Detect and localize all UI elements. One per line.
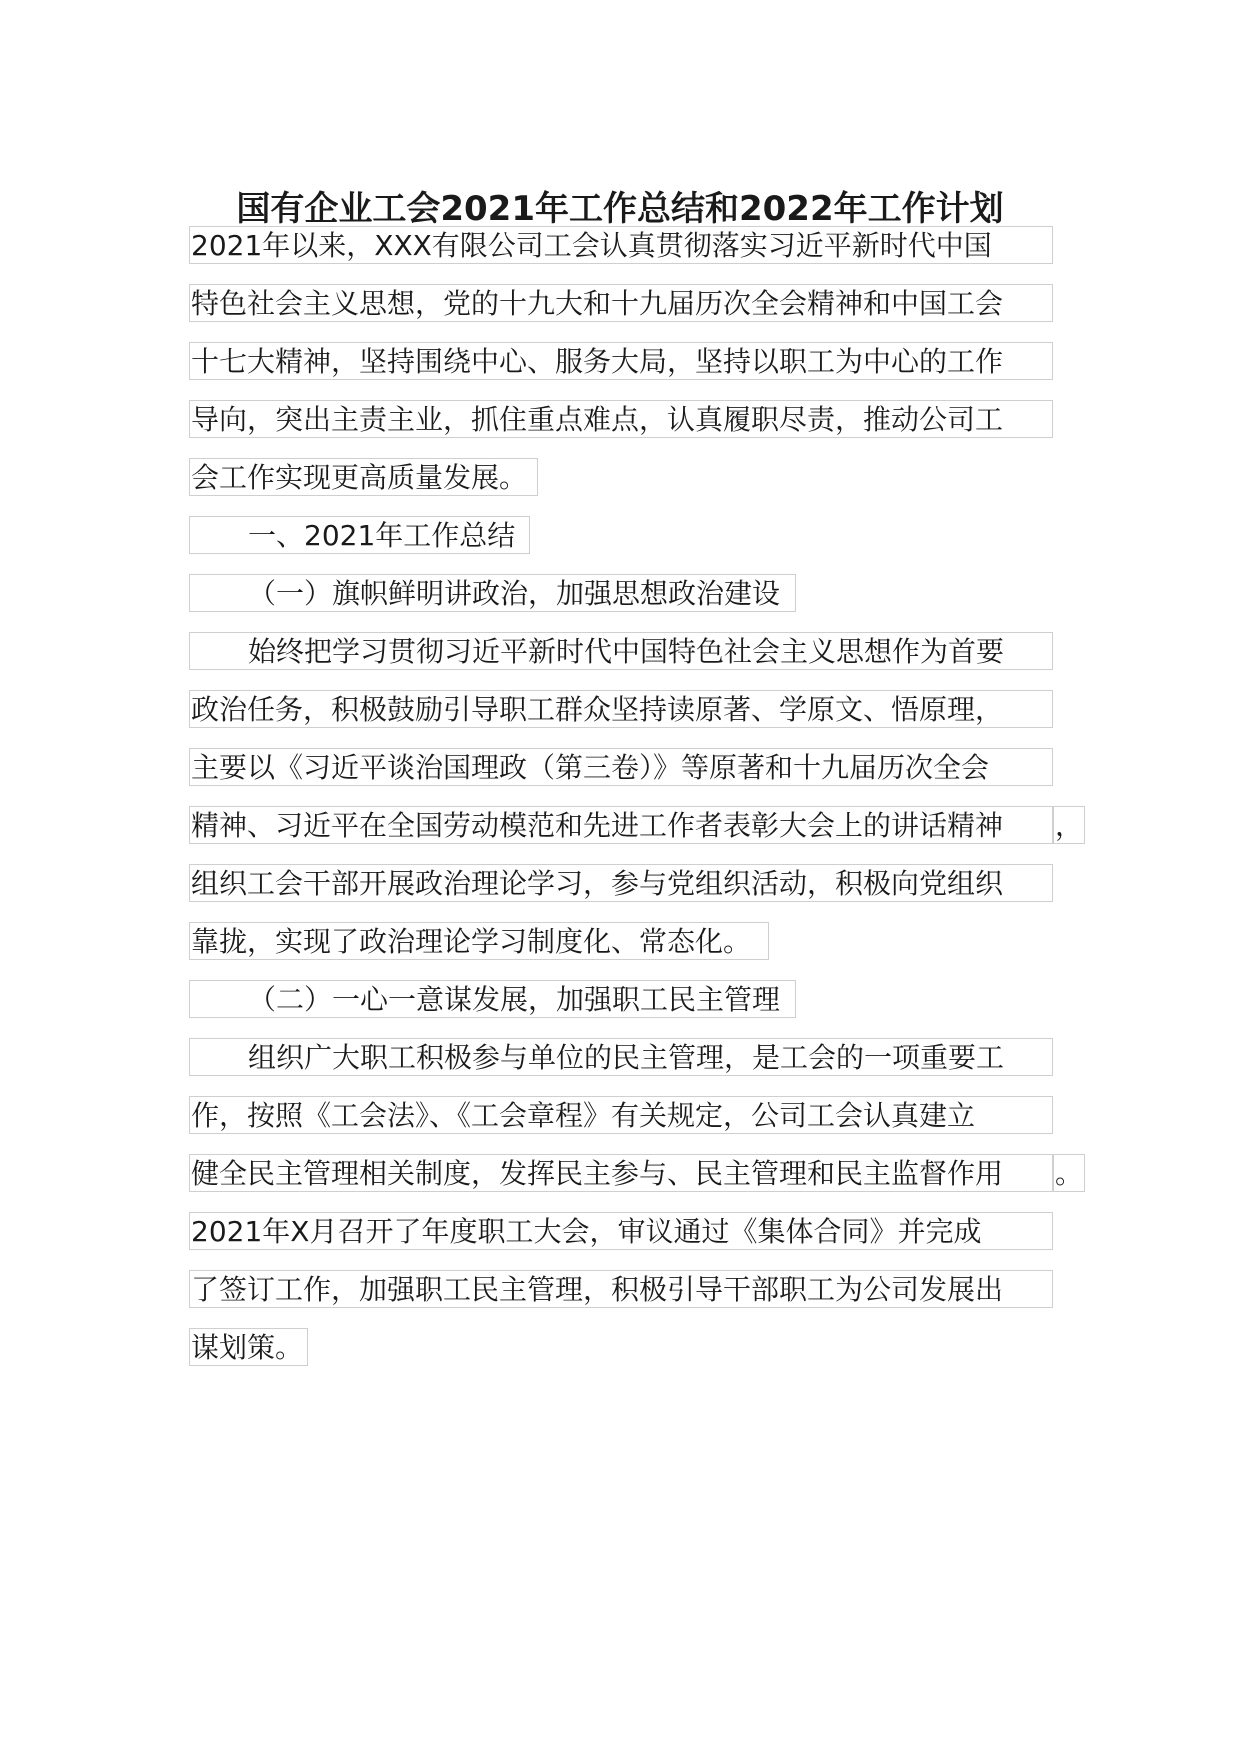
subsection-1-line-3: 主要以《习近平谈治国理政（第三卷）》等原著和十九届历次全会 [189,748,1053,786]
subsection-1-line-4: 精神、习近平在全国劳动模范和先进工作者表彰大会上的讲话精神 [189,806,1053,844]
subsection-2-line-5: 了签订工作，加强职工民主管理，积极引导干部职工为公司发展出 [189,1270,1053,1308]
subsection-1-line-6: 靠拢，实现了政治理论学习制度化、常态化。 [189,922,769,960]
subsection-1-overflow-comma: ， [1053,806,1085,844]
subsection-1-line-5: 组织工会干部开展政治理论学习，参与党组织活动，积极向党组织 [189,864,1053,902]
intro-line-4: 导向，突出主责主业，抓住重点难点，认真履职尽责，推动公司工 [189,400,1053,438]
intro-line-1: 2021年以来，XXX有限公司工会认真贯彻落实习近平新时代中国 [189,226,1053,264]
subsection-1-line-2: 政治任务，积极鼓励引导职工群众坚持读原著、学原文、悟原理， [189,690,1053,728]
section-heading: 一、2021年工作总结 [189,516,530,554]
subsection-2-line-4: 2021年X月召开了年度职工大会，审议通过《集体合同》并完成 [189,1212,1053,1250]
subsection-2-line-2: 作，按照《工会法》、《工会章程》有关规定，公司工会认真建立 [189,1096,1053,1134]
subsection-2-overflow-period: 。 [1053,1154,1085,1192]
subsection-2-line-1: 组织广大职工积极参与单位的民主管理，是工会的一项重要工 [189,1038,1053,1076]
intro-line-5: 会工作实现更高质量发展。 [189,458,538,496]
subsection-2-heading: （二）一心一意谋发展，加强职工民主管理 [189,980,796,1018]
intro-line-3: 十七大精神，坚持围绕中心、服务大局，坚持以职工为中心的工作 [189,342,1053,380]
subsection-2-line-3: 健全民主管理相关制度，发挥民主参与、民主管理和民主监督作用 [189,1154,1053,1192]
subsection-1-line-1: 始终把学习贯彻习近平新时代中国特色社会主义思想作为首要 [189,632,1053,670]
intro-line-2: 特色社会主义思想，党的十九大和十九届历次全会精神和中国工会 [189,284,1053,322]
document-title: 国有企业工会2021年工作总结和2022年工作计划 [236,189,1004,229]
subsection-2-line-6: 谋划策。 [189,1328,308,1366]
subsection-1-heading: （一）旗帜鲜明讲政治，加强思想政治建设 [189,574,796,612]
